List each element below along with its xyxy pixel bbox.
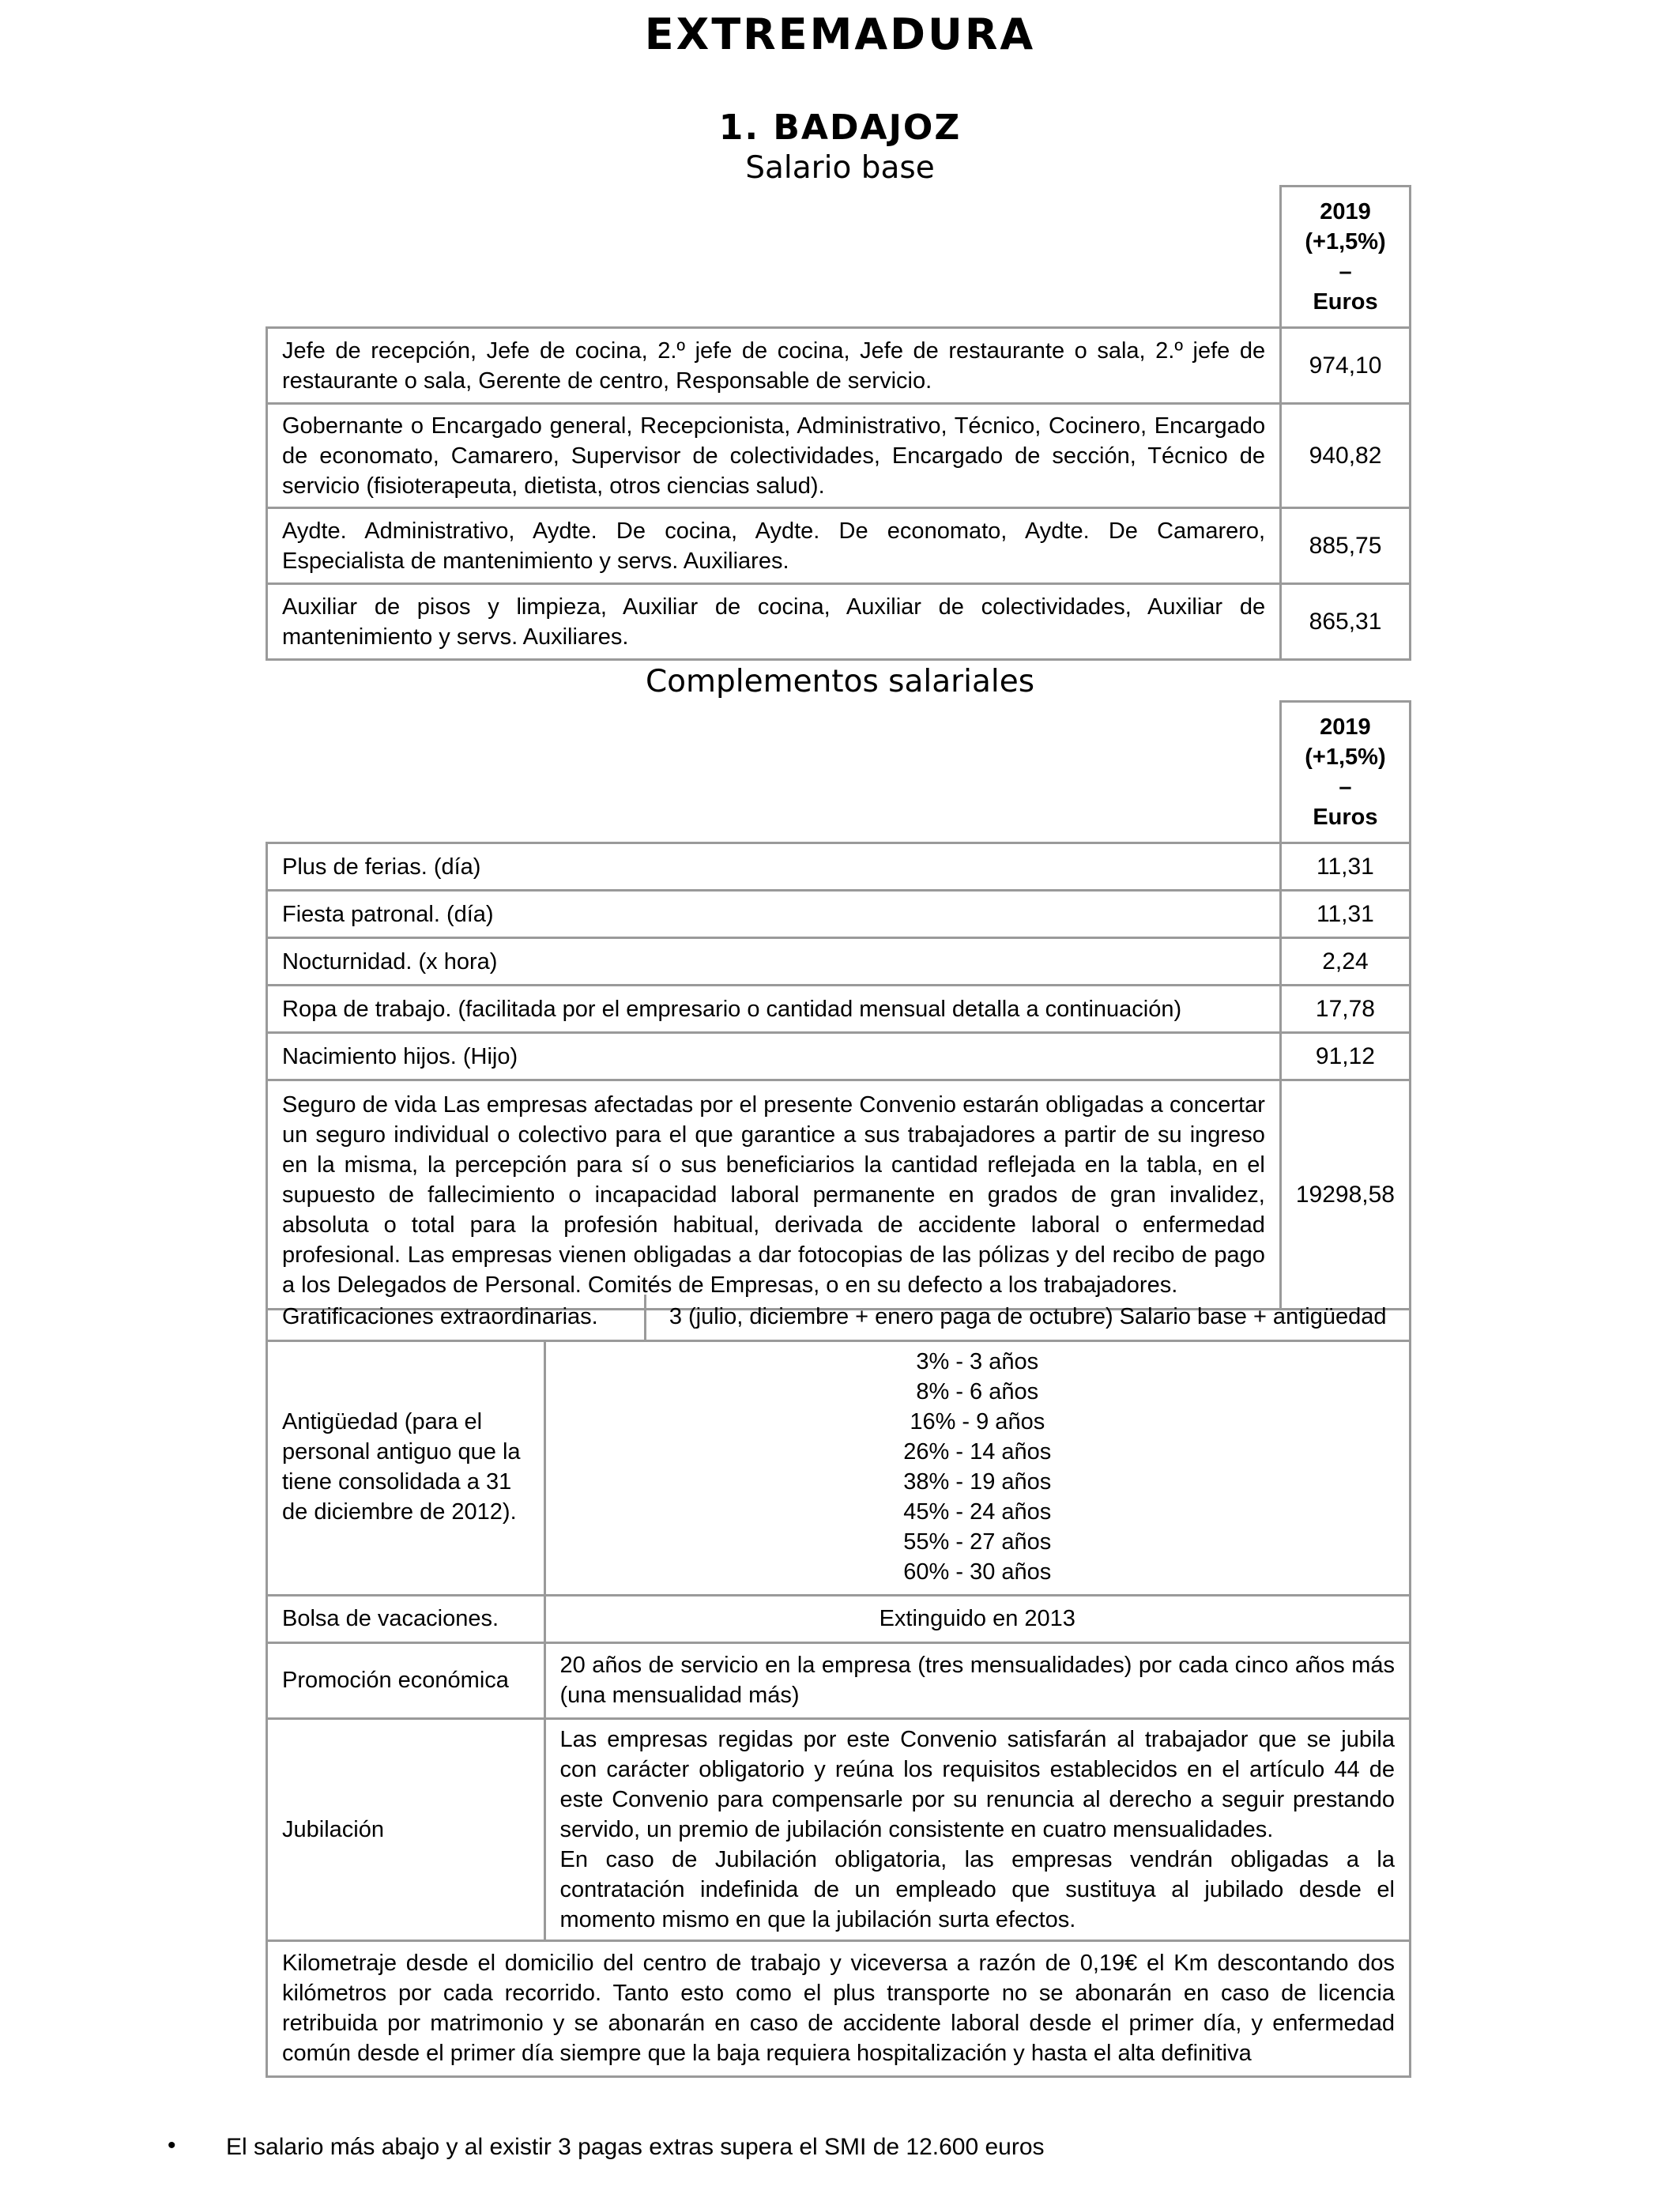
antiguedad-step: 45% - 24 años (903, 1499, 1052, 1525)
complementos-heading: Complementos salariales (645, 664, 1035, 699)
bolsa-label: Bolsa de vacaciones. (267, 1595, 545, 1642)
bolsa-value: Extinguido en 2013 (544, 1595, 1410, 1642)
empty-header-cell (267, 702, 1281, 843)
empty-header-cell (267, 187, 1281, 328)
complement-label: Fiesta patronal. (día) (267, 891, 1281, 938)
footnote-text: El salario más abajo y al existir 3 pagas extras supera el SMI de 12.600 euros (226, 2134, 1045, 2160)
gratificaciones-table (266, 1295, 1411, 1342)
antiguedad-step: 60% - 30 años (903, 1559, 1052, 1585)
antiguedad-step: 16% - 9 años (910, 1409, 1045, 1435)
salario-base-heading: Salario base (745, 150, 935, 186)
category-label: Gobernante o Encargado general, Recepcionista, Administrativo, Técnico, Cocinero, Encargado de economato, Camarero, Supervisor de colectividades, Encargado de sección, Técnico de servicio (fisioterapeuta, dietista, otros ciencias salud). (267, 404, 1281, 508)
complement-label: Nocturnidad. (x hora) (267, 938, 1281, 986)
table-row (267, 1033, 1411, 1080)
category-label: Jefe de recepción, Jefe de cocina, 2.º jefe de cocina, Jefe de restaurante o sala, 2.º jefe de restaurante o sala, Gerente de centro, Responsable de servicio. (267, 328, 1281, 404)
table-row (267, 1080, 1411, 1310)
table-row (267, 843, 1411, 891)
salary-value: 940,82 (1281, 404, 1411, 508)
complement-value: 19298,58 (1280, 1080, 1410, 1310)
table-row (267, 986, 1411, 1033)
complement-label: Ropa de trabajo. (facilitada por el empresario o cantidad mensual detalla a continuación) (267, 986, 1281, 1033)
table-row (267, 891, 1411, 938)
table-row (267, 584, 1411, 660)
province-title: 1. BADAJOZ (718, 107, 962, 148)
region-title: EXTREMADURA (644, 9, 1036, 59)
complementos-table (266, 700, 1411, 1310)
complement-value: 11,31 (1280, 891, 1410, 938)
table-row (267, 328, 1411, 404)
complement-value: 2,24 (1280, 938, 1410, 986)
antiguedad-step: 3% - 3 años (916, 1349, 1039, 1375)
salary-value: 974,10 (1281, 328, 1411, 404)
complement-value: 91,12 (1280, 1033, 1410, 1080)
complement-label: Plus de ferias. (día) (267, 843, 1281, 891)
promocion-label: Promoción económica (267, 1642, 545, 1718)
antiguedad-step: 55% - 27 años (903, 1529, 1052, 1555)
antiguedad-values (544, 1340, 1410, 1595)
column-header-2019: 2019 (+1,5%) – Euros (1281, 187, 1411, 328)
table-row (267, 508, 1411, 584)
antiguedad-step: 8% - 6 años (916, 1379, 1039, 1405)
salary-value: 885,75 (1281, 508, 1411, 584)
antiguedad-step: 38% - 19 años (903, 1469, 1052, 1495)
antiguedad-step: 26% - 14 años (903, 1439, 1052, 1465)
bullet-icon: • (168, 2132, 176, 2158)
complement-value: 11,31 (1280, 843, 1410, 891)
gratificaciones-label: Gratificaciones extraordinarias. (267, 1295, 646, 1340)
kilometraje-text: Kilometraje desde el domicilio del centro de trabajo y viceversa a razón de 0,19€ el Km descontando dos kilómetros por cada recorrido. Tanto esto como el plus transporte no se abonarán en caso de licencia retribuida por matrimonio y se abonarán en caso de accidente laboral desde el primer día, y enfermedad común desde el primer día siempre que la baja requiera hospitalización y hasta el alta definitiva (267, 1940, 1411, 2076)
complement-value: 17,78 (1280, 986, 1410, 1033)
promocion-value: 20 años de servicio en la empresa (tres mensualidades) por cada cinco años más (una mensualidad más) (544, 1642, 1410, 1718)
salario-base-table (266, 185, 1411, 661)
category-label: Auxiliar de pisos y limpieza, Auxiliar de cocina, Auxiliar de colectividades, Auxiliar de mantenimiento y servs. Auxiliares. (267, 584, 1281, 660)
complement-label: Seguro de vida Las empresas afectadas por el presente Convenio estarán obligadas a concertar un seguro individual o colectivo para el que garantice a sus trabajadores a partir de su ingreso en la misma, la percepción para sí o sus beneficiarios la cantidad reflejada en la tabla, en el supuesto de fallecimiento o incapacidad laboral permanente en grados de gran invalidez, absoluta o total para la profesión habitual, derivada de accidente laboral o enfermedad profesional. Las empresas vienen obligadas a dar fotocopias de las pólizas y del recibo de pago a los Delegados de Personal. Comités de Empresas, o en su defecto a los trabajadores. (267, 1080, 1281, 1310)
column-header-2019: 2019 (+1,5%) – Euros (1280, 702, 1410, 843)
table-row (267, 938, 1411, 986)
jubilacion-label: Jubilación (267, 1718, 545, 1940)
conditions-table (266, 1340, 1411, 2078)
complement-label: Nacimiento hijos. (Hijo) (267, 1033, 1281, 1080)
salary-value: 865,31 (1281, 584, 1411, 660)
category-label: Aydte. Administrativo, Aydte. De cocina, Aydte. De economato, Aydte. De Camarero, Especialista de mantenimiento y servs. Auxiliares. (267, 508, 1281, 584)
jubilacion-value: Las empresas regidas por este Convenio satisfarán al trabajador que se jubila con carácter obligatorio y reúna los requisitos establecidos en el artículo 44 de este Convenio para compensarle por su renuncia al derecho a seguir prestando servido, un premio de jubilación consistente en cuatro mensualidades. En caso de Jubilación obligatoria, las empresas vendrán obligadas a la contratación indefinida de un empleado que sustituya al jubilado desde el momento mismo en que la jubilación surta efectos. (544, 1718, 1410, 1940)
table-row (267, 404, 1411, 508)
antiguedad-label: Antigüedad (para el personal antiguo que la tiene consolidada a 31 de diciembre de 2012). (267, 1340, 545, 1595)
gratificaciones-value: 3 (julio, diciembre + enero paga de octubre) Salario base + antigüedad (646, 1295, 1411, 1340)
